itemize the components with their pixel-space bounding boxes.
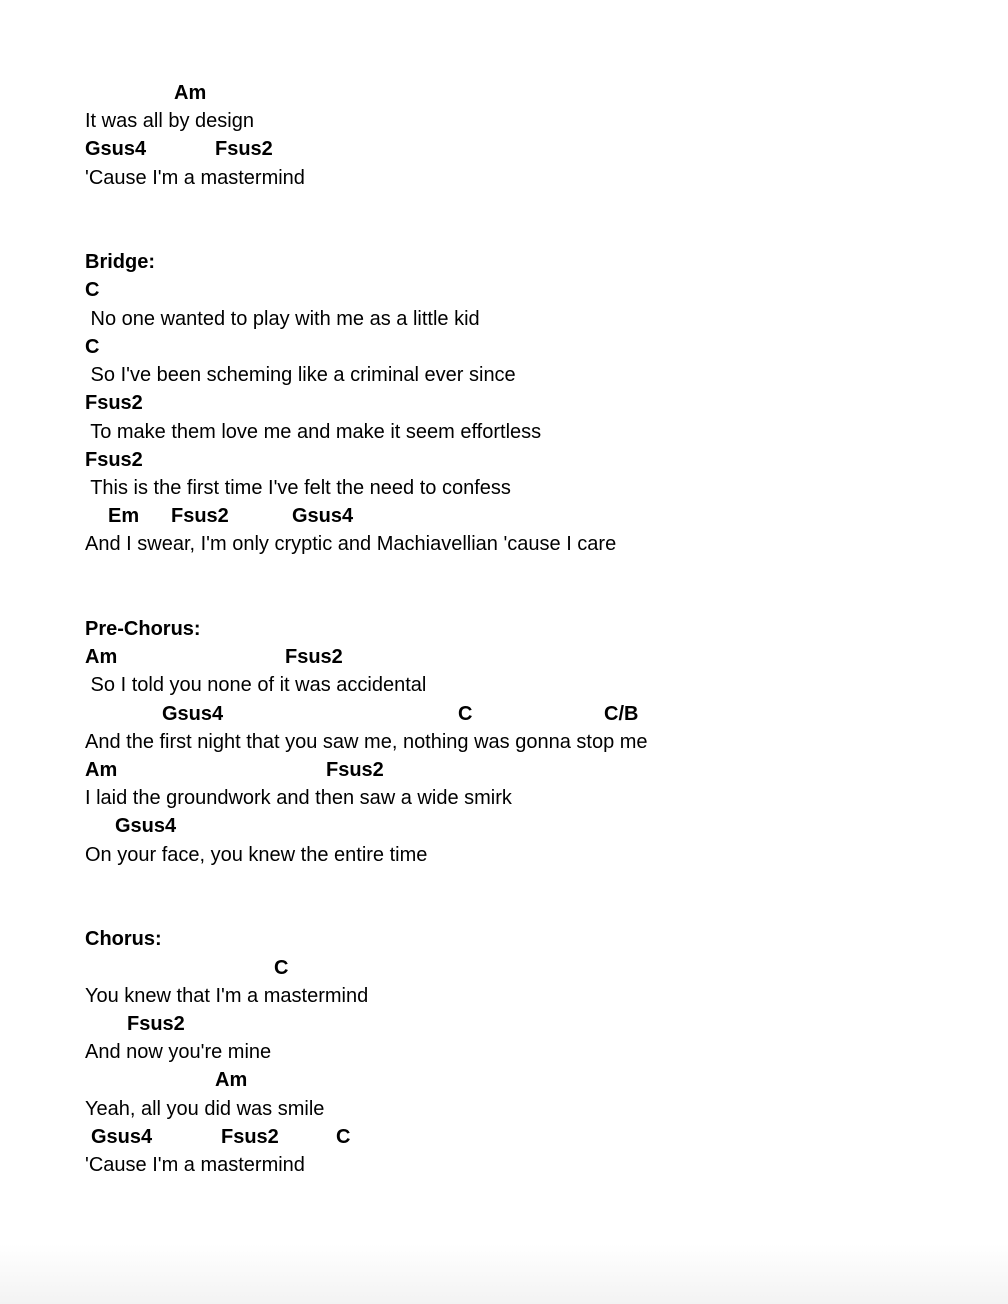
chord: Am — [215, 1069, 248, 1091]
chord-row — [85, 1011, 185, 1037]
chord: C/B — [604, 703, 639, 725]
chord-row — [85, 701, 639, 727]
chord: Fsus2 — [171, 505, 229, 527]
chord-row — [85, 334, 107, 360]
chord: Am — [85, 759, 118, 781]
chord: C — [336, 1126, 351, 1148]
lyric-line: On your face, you knew the entire time — [85, 844, 428, 866]
chord-row — [85, 136, 273, 162]
section-heading-bridge: Bridge: — [85, 251, 155, 273]
chord: Am — [85, 646, 118, 668]
lyric-line: To make them love me and make it seem effortless — [85, 421, 542, 443]
chord-row — [85, 1124, 351, 1150]
lyric-line: And now you're mine — [85, 1041, 272, 1063]
page-bottom-edge — [0, 1244, 1008, 1304]
chord: C — [85, 279, 100, 301]
chord: Em — [108, 505, 140, 527]
lyric-line: So I've been scheming like a criminal ever since — [85, 364, 516, 386]
section-heading-chorus: Chorus: — [85, 928, 162, 950]
chord-row — [85, 80, 207, 106]
lyric-line: This is the first time I've felt the need to confess — [85, 477, 511, 499]
chord: Gsus4 — [85, 138, 147, 160]
chord: C — [458, 703, 473, 725]
chord: Fsus2 — [127, 1013, 185, 1035]
chord-row — [85, 390, 143, 416]
chord: Fsus2 — [85, 392, 143, 414]
chord: Fsus2 — [326, 759, 384, 781]
chord-row — [85, 955, 289, 981]
chord: Fsus2 — [85, 449, 143, 471]
lyric-line: Yeah, all you did was smile — [85, 1098, 325, 1120]
chord: Gsus4 — [292, 505, 354, 527]
section-heading-pre-chorus: Pre-Chorus: — [85, 618, 201, 640]
lyric-line: No one wanted to play with me as a little kid — [85, 308, 480, 330]
lyric-line: 'Cause I'm a mastermind — [85, 1154, 305, 1176]
lyric-line: You knew that I'm a mastermind — [85, 985, 369, 1007]
chord: Gsus4 — [162, 703, 224, 725]
lyric-line: 'Cause I'm a mastermind — [85, 167, 305, 189]
lyric-line: I laid the groundwork and then saw a wide smirk — [85, 787, 512, 809]
chord-row — [85, 503, 354, 529]
chord: Gsus4 — [91, 1126, 153, 1148]
chord: Fsus2 — [215, 138, 273, 160]
lyric-line: So I told you none of it was accidental — [85, 674, 427, 696]
lyric-line: It was all by design — [85, 110, 254, 132]
chord: C — [274, 957, 289, 979]
chord: C — [85, 336, 100, 358]
chord-row — [85, 277, 107, 303]
chord-row — [85, 447, 143, 473]
chord: Fsus2 — [285, 646, 343, 668]
lyric-line: And I swear, I'm only cryptic and Machiavellian 'cause I care — [85, 533, 617, 555]
chord-row — [85, 644, 343, 670]
chord: Gsus4 — [115, 815, 177, 837]
chord-row — [85, 757, 384, 783]
lyric-line: And the first night that you saw me, nothing was gonna stop me — [85, 731, 648, 753]
chord: Fsus2 — [221, 1126, 279, 1148]
chord-row — [85, 813, 177, 839]
chord: Am — [174, 82, 207, 104]
chord-row — [85, 1067, 248, 1093]
